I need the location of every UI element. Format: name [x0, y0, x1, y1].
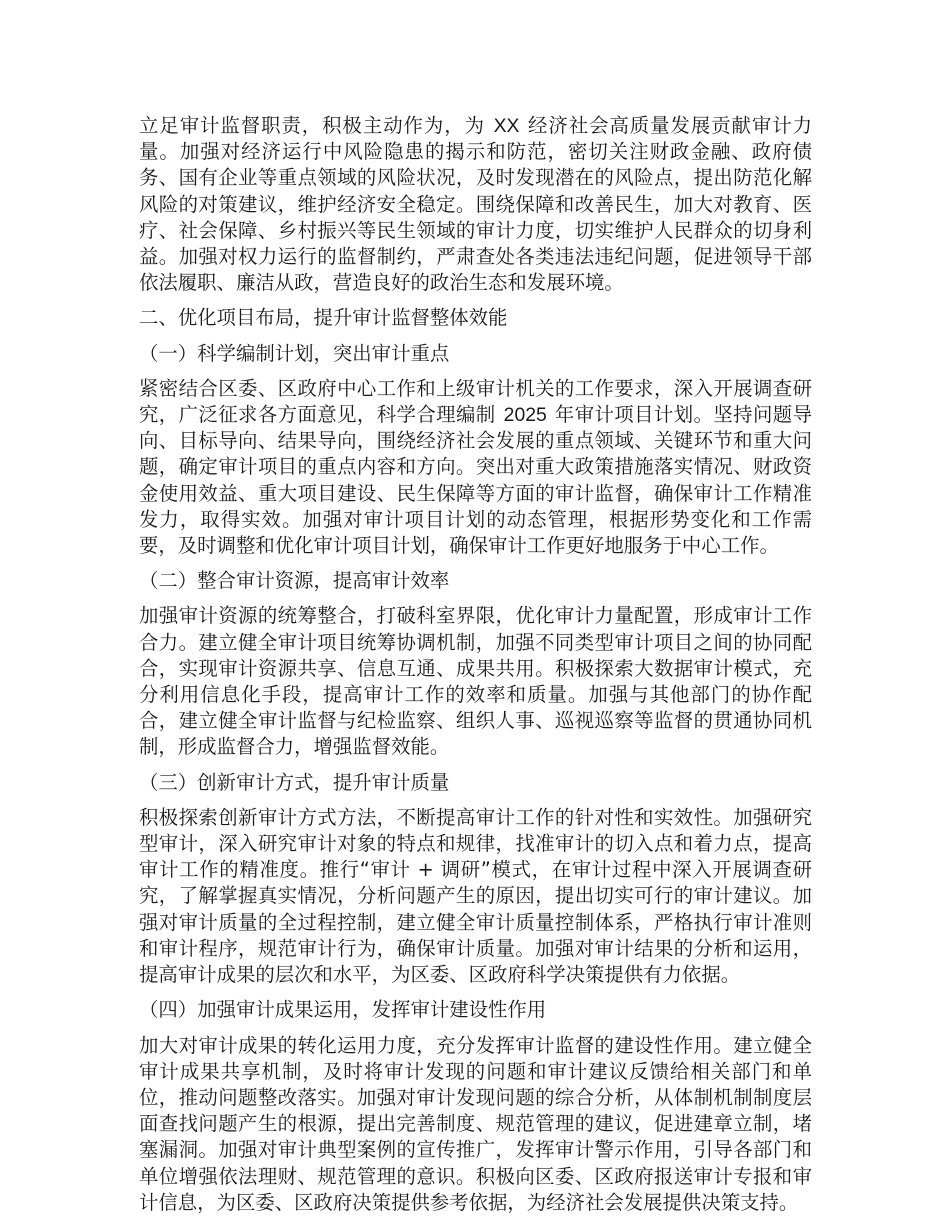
latin-run: XX [493, 115, 520, 137]
paragraph: 加大对审计成果的转化运用力度，充分发挥审计监督的建设性作用。建立健全审计成果共享机制，及时将审计发现的问题和审计建议反馈给相关部门和单位，推动问题整改落实。加强对审计发现问题的综合分析，从体制机制制度层面查找问题产生的根源，提出完善制度、规范管理的建议，促进建章立制，堵塞漏洞。加强对审计典型案例的宣传推广，发挥审计警示作用，引导各部门和单位增强依法理财、规范管理的意识。积极向区委、区政府报送审计专报和审计信息，为区委、区政府决策提供参考依据，为经济社会发展提供决策支持。 [139, 1033, 812, 1214]
paragraph: 紧密结合区委、区政府中心工作和上级审计机关的工作要求，深入开展调查研究，广泛征求各方面意见，科学合理编制 2025 年审计项目计划。坚持问题导向、目标导向、结果导向，围绕经济社会发展的重点领域、关键环节和重大问题，确定审计项目的重点内容和方向。突出对重大政策措施落实情况、财政资金使用效益、重大项目建设、民生保障等方面的审计监督，确保审计工作精准发力，取得实效。加强对审计项目计划的动态管理，根据形势变化和工作需要，及时调整和优化审计项目计划，确保审计工作更好地服务于中心工作。 [139, 376, 812, 558]
paragraph: 立足审计监督职责，积极主动作为，为 XX 经济社会高质量发展贡献审计力量。加强对经济运行中风险隐患的揭示和防范，密切关注财政金融、政府债务、国有企业等重点领域的风险状况，及时发现潜在的风险点，提出防范化解风险的对策建议，维护经济安全稳定。围绕保障和改善民生，加大对教育、医疗、社会保障、乡村振兴等民生领域的审计力度，切实维护人民群众的切身利益。加强对权力运行的监督制约，严肃查处各类违法违纪问题，促进领导干部依法履职、廉洁从政，营造良好的政治生态和发展环境。 [139, 114, 812, 295]
section-heading: （二）整合审计资源，提高审计效率 [139, 569, 450, 593]
section-heading: （四）加强审计成果运用，发挥审计建设性作用 [139, 998, 547, 1022]
latin-run: 2025 [503, 404, 547, 427]
section-heading: （一）科学编制计划，突出审计重点 [139, 341, 450, 365]
document-body [139, 113, 812, 1216]
paragraph: 加强审计资源的统筹整合，打破科室界限，优化审计力量配置，形成审计工作合力。建立健全审计项目统筹协调机制，加强不同类型审计项目之间的协同配合，实现审计资源共享、信息互通、成果共用。积极探索大数据审计模式，充分利用信息化手段，提高审计工作的效率和质量。加强与其他部门的协作配合，建立健全审计监督与纪检监察、组织人事、巡视巡察等监督的贯通协同机制，形成监督合力，增强监督效能。 [139, 604, 812, 759]
paragraph: 积极探索创新审计方式方法，不断提高审计工作的针对性和实效性。加强研究型审计，深入研究审计对象的特点和规律，找准审计的切入点和着力点，提高审计工作的精准度。推行“审计 + 调研”模式，在审计过程中深入开展调查研究，了解掌握真实情况，分析问题产生的原因，提出切实可行的审计建议。加强对审计质量的全过程控制，建立健全审计质量控制体系，严格执行审计准则和审计程序，规范审计行为，确保审计质量。加强对审计结果的分析和运用，提高审计成果的层次和水平，为区委、区政府科学决策提供有力依据。 [139, 805, 812, 987]
section-heading: （三）创新审计方式，提升审计质量 [139, 770, 450, 794]
section-heading: 二、优化项目布局，提升审计监督整体效能 [139, 306, 508, 330]
